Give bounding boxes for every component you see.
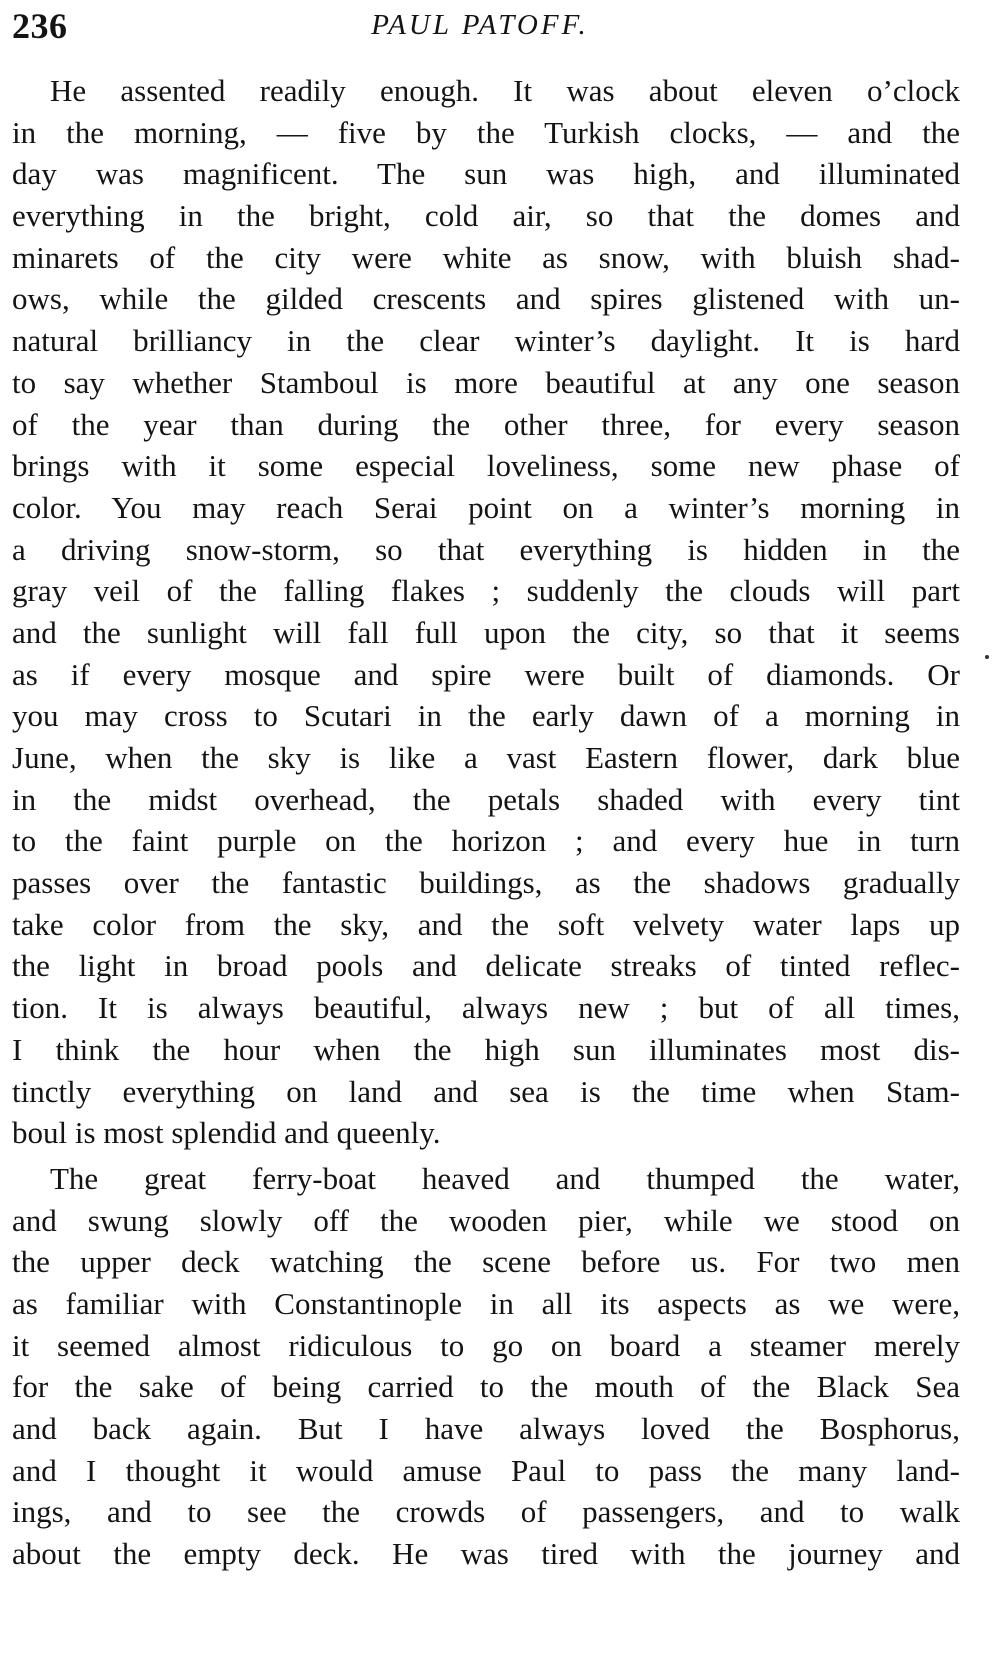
text-line: the light in broad pools and delicate streaks of tinted reflec- xyxy=(12,948,960,984)
body-text xyxy=(12,70,960,1575)
text-line: June, when the sky is like a vast Eastern flower, dark blue xyxy=(12,740,960,775)
text-line: tion. It is always beautiful, always new ; but of all times, xyxy=(12,990,960,1026)
text-line: and back again. But I have always loved the Bosphorus, xyxy=(12,1411,960,1446)
text-line: and swung slowly off the wooden pier, while we stood on xyxy=(12,1202,960,1238)
text-line: to the faint purple on the horizon ; and every hue in turn xyxy=(12,823,960,859)
text-line: and I thought it would amuse Paul to pass the many land- xyxy=(12,1452,960,1488)
page-number: 236 xyxy=(12,6,68,46)
text-line: day was magnificent. The sun was high, and illuminated xyxy=(12,156,960,192)
running-title: PAUL PATOFF. xyxy=(371,9,589,41)
text-line: of the year than during the other three, for every season xyxy=(12,406,960,442)
text-line: the upper deck watching the scene before us. For two men xyxy=(12,1244,960,1280)
text-line: to say whether Stamboul is more beautiful at any one season xyxy=(12,364,960,400)
paragraph xyxy=(12,1158,960,1575)
text-line: boul is most splendid and queenly. xyxy=(12,1115,441,1151)
text-line: tinctly everything on land and sea is the time when Stam- xyxy=(12,1073,960,1109)
text-line: and the sunlight will fall full upon the city, so that it seems xyxy=(12,614,960,650)
text-line: take color from the sky, and the soft velvety water laps up xyxy=(12,906,960,942)
text-line: color. You may reach Serai point on a winter’s morning in xyxy=(12,489,960,525)
paragraph xyxy=(12,70,960,1154)
text-line: ings, and to see the crowds of passengers, and to walk xyxy=(12,1494,960,1530)
text-line: you may cross to Scutari in the early dawn of a morning in xyxy=(12,698,960,734)
text-line: it seemed almost ridiculous to go on board a steamer merely xyxy=(12,1327,960,1363)
text-line: as if every mosque and spire were built of diamonds. Or xyxy=(12,656,960,692)
text-line: The great ferry-boat heaved and thumped the water, xyxy=(50,1160,960,1196)
text-line: in the midst overhead, the petals shaded with every tint xyxy=(12,781,960,817)
text-line: natural brilliancy in the clear winter’s daylight. It is hard xyxy=(12,323,960,359)
text-line: everything in the bright, cold air, so that the domes and xyxy=(12,198,960,234)
text-line: brings with it some especial loveliness, some new phase of xyxy=(12,448,960,484)
text-line: in the morning, — five by the Turkish clocks, — and the xyxy=(12,114,960,150)
text-line: for the sake of being carried to the mouth of the Black Sea xyxy=(12,1369,960,1405)
page-header xyxy=(0,0,1000,60)
text-line: ows, while the gilded crescents and spires glistened with un- xyxy=(12,281,960,317)
text-line: a driving snow-storm, so that everything is hidden in the xyxy=(12,531,960,567)
text-line: He assented readily enough. It was about eleven o’clock xyxy=(50,73,960,108)
text-line: gray veil of the falling flakes ; suddenly the clouds will part xyxy=(12,573,960,609)
text-line: about the empty deck. He was tired with the journey and xyxy=(12,1536,960,1572)
text-line: I think the hour when the high sun illuminates most dis- xyxy=(12,1031,960,1067)
text-line: passes over the fantastic buildings, as the shadows gradually xyxy=(12,865,960,901)
text-line: as familiar with Constantinople in all its aspects as we were, xyxy=(12,1285,960,1321)
stray-ink-mark xyxy=(985,655,989,659)
text-line: minarets of the city were white as snow, with bluish shad- xyxy=(12,239,960,275)
